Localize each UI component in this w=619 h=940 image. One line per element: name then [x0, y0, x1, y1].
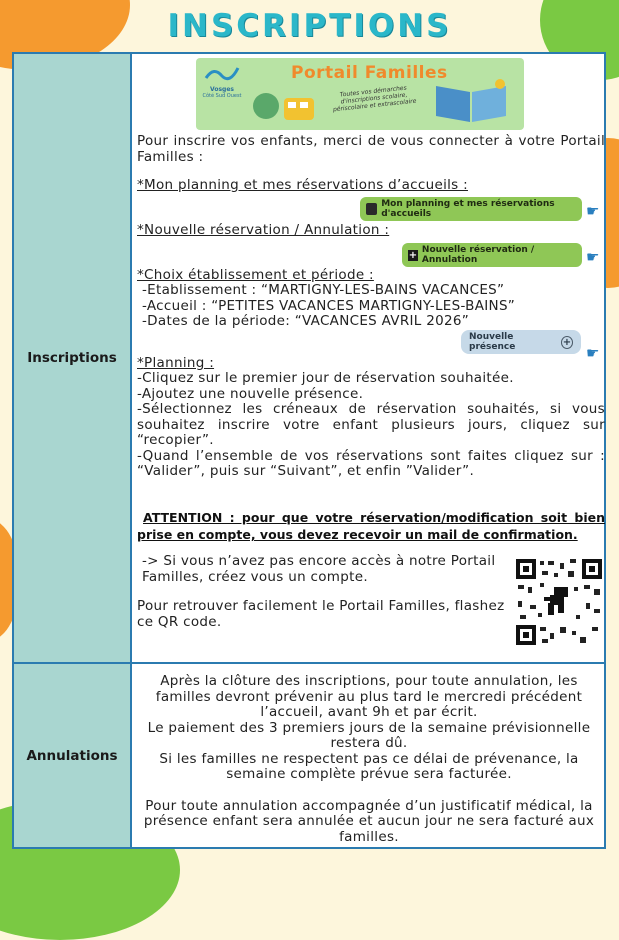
- pointer-hand-icon: ☛: [586, 202, 600, 220]
- choix-list: [142, 283, 515, 330]
- choix-accueil: -Accueil : “PETITES VACANCES MARTIGNY-LES-BAINS”: [142, 297, 516, 314]
- logo-line1: Vosges: [210, 86, 234, 93]
- logo-swoosh-icon: [204, 64, 240, 82]
- row-inscriptions: [14, 54, 604, 664]
- step-4: -Quand l’ensemble de vos réservations sont faites cliquez sur : “Valider”, puis sur “Suivant”, et enfin ”Valider”.: [137, 447, 605, 479]
- plus-icon: +: [408, 249, 418, 261]
- row-annulations: [14, 664, 604, 847]
- nouvelle-presence-label: Nouvelle présence: [469, 332, 516, 352]
- nouvelle-reservation-label: Nouvelle réservation / Annulation: [421, 245, 535, 265]
- step-2: -Ajoutez une nouvelle présence.: [137, 385, 364, 402]
- choix-dates: -Dates de la période: “VACANCES AVRIL 2026”: [142, 313, 470, 329]
- step-3: -Sélectionnez les créneaux de réservation souhaités, si vous souhaitez inscrire votre enfant plusieurs jours, cliquez sur “recopier”.: [137, 401, 605, 448]
- intro-text: Pour inscrire vos enfants, merci de vous connecter à votre Portail Familles :: [137, 133, 605, 165]
- heading-planning-steps: *Planning :: [137, 355, 215, 371]
- book-illustration: [428, 76, 518, 126]
- heading-nouvelle-reservation: *Nouvelle réservation / Annulation :: [137, 222, 390, 238]
- planning-button[interactable]: [360, 197, 582, 221]
- steps-list: [137, 371, 605, 480]
- banner-title: Portail Familles: [291, 63, 448, 83]
- info-table: [12, 52, 606, 849]
- step-1: -Cliquez sur le premier jour de réservation souhaitée.: [137, 370, 514, 386]
- inscriptions-content: [134, 54, 605, 662]
- attention-warning: ATTENTION : pour que votre réservation/modification soit bien prise en compte, vous devez recevoir un mail de confirmation.: [137, 510, 605, 542]
- heading-choix: *Choix établissement et période :: [137, 267, 374, 283]
- label-inscriptions: Inscriptions: [14, 54, 132, 662]
- nouvelle-reservation-button[interactable]: [402, 243, 582, 267]
- choix-etablissement: -Etablissement : “MARTIGNY-LES-BAINS VACANCES”: [142, 282, 505, 298]
- qr-code-icon: [514, 557, 604, 647]
- circle-plus-icon: +: [562, 336, 572, 348]
- qr-instruction: Pour retrouver facilement le Portail Familles, flashez ce QR code.: [137, 598, 505, 630]
- label-annulations: Annulations: [14, 664, 132, 847]
- nouvelle-presence-button[interactable]: [461, 330, 581, 354]
- school-supplies-illustration: [250, 84, 320, 128]
- acces-text: -> Si vous n’avez pas encore accès à notre Portail Familles, créez vous un compte.: [142, 553, 496, 585]
- heading-planning: *Mon planning et mes réservations d’accueils :: [137, 177, 468, 193]
- portail-familles-banner: [196, 58, 524, 130]
- annulation-p4: Pour toute annulation accompagnée d’un justificatif médical, la présence enfant sera annulée et aucun jour ne sera facturé aux familles.: [143, 797, 595, 845]
- logo: [202, 64, 242, 99]
- planning-button-label: Mon planning et mes réservations d'accueils: [381, 199, 555, 219]
- calendar-icon: [366, 203, 377, 215]
- annulation-p1: Après la clôture des inscriptions, pour toute annulation, les familles devront prévenir au plus tard le mercredi précédent l’accueil, avant 9h et par écrit.: [155, 673, 583, 720]
- pointer-hand-icon: ☛: [586, 344, 600, 362]
- page-title: INSCRIPTIONS: [167, 8, 452, 44]
- logo-line2: Côté Sud Ouest: [202, 93, 242, 99]
- annulations-content: [134, 674, 600, 847]
- banner-subtitle: Toutes vos démarches d'inscriptions scolaire, périscolaire et extrascolaire: [332, 84, 417, 114]
- annulation-p3: Si les familles ne respectent pas ce délai de prévenance, la semaine complète prévue sera facturée.: [159, 750, 579, 782]
- pointer-hand-icon: ☛: [586, 248, 600, 266]
- annulation-p2: Le paiement des 3 premiers jours de la semaine prévisionnelle restera dû.: [147, 719, 591, 751]
